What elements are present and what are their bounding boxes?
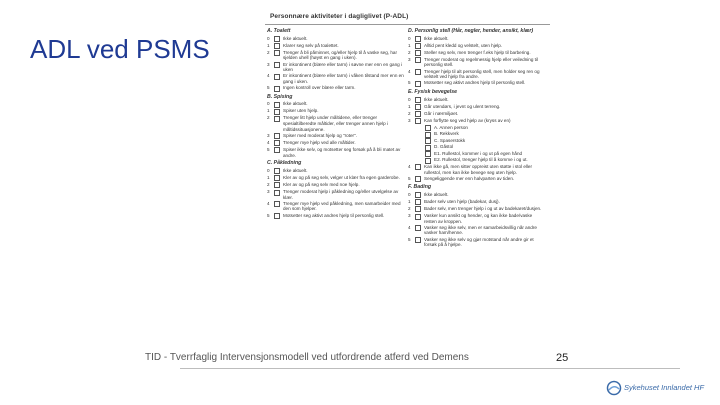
- checkbox-icon: [274, 102, 280, 108]
- item-text: Trenger hjelp til alt personlig stell, men holder seg ren og velstelt ved hjelp fra andre.: [424, 68, 540, 80]
- item-number: 0: [267, 35, 270, 41]
- checkbox-icon: [425, 125, 431, 131]
- form-item: [267, 101, 405, 108]
- item-text: Ikke aktuelt.: [424, 35, 449, 41]
- checkbox-icon: [274, 213, 280, 219]
- checkbox-icon: [274, 133, 280, 139]
- item-text: Bader selv, men trenger hjelp i og ut av badekaret/dusjen.: [424, 205, 542, 211]
- form-item: [267, 182, 405, 189]
- form-section: [267, 95, 405, 159]
- form-item: [408, 43, 546, 50]
- item-text: Kan forflytte seg ved hjelp av (kryss av en): [424, 117, 511, 123]
- form-item: [267, 73, 405, 84]
- item-text: Ikke aktuelt.: [283, 35, 308, 41]
- item-text: Er inkontinent (blære eller tarm) i våken tilstand mer enn en gang i uken.: [283, 73, 404, 84]
- subitem-text: E1. Rullestol, kommer i og ut på egen hånd: [434, 150, 523, 156]
- item-number: 4: [408, 224, 411, 230]
- item-text: Kler av og på seg selv, velger ut klær fra egen garderobe.: [283, 174, 400, 180]
- item-number: 2: [408, 49, 411, 55]
- checkbox-icon: [415, 111, 421, 117]
- item-number: 3: [267, 189, 270, 195]
- checkbox-icon: [415, 43, 421, 49]
- form-section: [408, 29, 546, 87]
- form-section: [408, 90, 546, 182]
- item-text: Kler av og på seg selv med noe hjelp.: [283, 181, 360, 187]
- form-item: [267, 43, 405, 50]
- checkbox-icon: [415, 50, 421, 56]
- form-item: [408, 57, 546, 68]
- form-divider: [265, 24, 550, 25]
- item-number: 3: [408, 56, 411, 62]
- section-heading: F. Bading: [408, 184, 432, 191]
- checkbox-icon: [415, 36, 421, 42]
- item-text: Ikke aktuelt.: [424, 96, 449, 102]
- subitem-text: A. Annen person: [434, 124, 468, 130]
- page-number: 25: [556, 352, 569, 364]
- item-number: 2: [267, 181, 270, 187]
- checkbox-icon: [274, 43, 280, 49]
- form-item: [267, 201, 405, 212]
- slide-title: ADL ved PSMS: [30, 34, 210, 64]
- checkbox-icon: [415, 176, 421, 182]
- item-text: Vasker seg ikke selv og gjør motstand når andre gir et forsøk på å hjelpe.: [424, 236, 534, 248]
- item-number: 0: [408, 191, 411, 197]
- form-item: [408, 97, 546, 104]
- checkbox-icon: [274, 74, 280, 80]
- checkbox-icon: [415, 192, 421, 198]
- form-item: [267, 168, 405, 175]
- form-item: [408, 164, 546, 175]
- subitem-text: E2. Rullestol, trenger hjelp til å komme i og ut.: [434, 157, 528, 163]
- checkbox-icon: [425, 151, 431, 157]
- form-item: [408, 206, 546, 213]
- padl-form-image: [265, 12, 550, 362]
- form-item: [408, 199, 546, 206]
- form-item: [267, 189, 405, 200]
- item-number: 3: [408, 213, 411, 219]
- section-heading: D. Personlig stell (Hår, negler, hender, ansikt, klær): [408, 28, 534, 34]
- form-section: [408, 185, 546, 248]
- item-number: 4: [267, 73, 270, 79]
- section-heading: E. Fysisk bevegelse: [408, 88, 458, 95]
- logo-icon: [606, 380, 622, 396]
- item-number: 2: [408, 205, 411, 211]
- item-text: Motsetter seg aktivt andres hjelp til personlig stell.: [283, 212, 385, 218]
- item-text: Klarer seg selv på toalettet.: [283, 42, 339, 48]
- checkbox-icon: [415, 81, 421, 87]
- item-number: 4: [267, 139, 270, 145]
- checkbox-icon: [274, 168, 280, 174]
- item-text: Bader selv uten hjelp (badekar, dusj).: [424, 198, 500, 204]
- item-text: Trenger mye hjelp ved alle måltider.: [283, 139, 356, 145]
- item-number: 2: [267, 115, 270, 121]
- checkbox-icon: [274, 147, 280, 153]
- form-item: [267, 62, 405, 73]
- form-item: [408, 69, 546, 80]
- item-text: Vasker seg ikke selv, men er samarbeidsvillig når andre vasker ham/henne.: [424, 224, 537, 236]
- footer-divider: [180, 368, 680, 369]
- checkbox-icon: [425, 132, 431, 138]
- item-number: 1: [408, 42, 411, 48]
- item-text: Trenger litt hjelp under måltidene, eller trenger spesialtilberedte måltider, eller trenger annen hjelp i måltidssituasjonene.: [283, 115, 388, 132]
- checkbox-icon: [415, 199, 421, 205]
- item-number: 2: [267, 49, 270, 55]
- checkbox-icon: [274, 190, 280, 196]
- checkbox-icon: [274, 201, 280, 207]
- item-number: 1: [267, 108, 270, 114]
- item-text: Spiser uten hjelp.: [283, 108, 319, 114]
- hospital-logo: [606, 380, 716, 398]
- form-item: [267, 213, 405, 220]
- form-item: [267, 147, 405, 158]
- form-item: [408, 192, 546, 199]
- item-text: Går utendørs, i jevnt og ulent terreng.: [424, 103, 501, 109]
- item-text: Kan ikke gå, men sitter oppreist uten støtte i stol eller rullestol, men kan ikke bevege seg uten hjelp.: [424, 163, 533, 175]
- checkbox-icon: [274, 86, 280, 92]
- checkbox-icon: [274, 182, 280, 188]
- item-number: 4: [408, 68, 411, 74]
- item-number: 5: [408, 236, 411, 242]
- form-item: [267, 115, 405, 132]
- checkbox-icon: [274, 109, 280, 115]
- item-text: Ingen kontroll over blære eller tarm.: [283, 85, 356, 91]
- item-number: 5: [267, 85, 270, 91]
- item-number: 1: [408, 198, 411, 204]
- item-text: Steller seg selv, men trenger f.eks hjelp til barbering.: [424, 49, 531, 55]
- checkbox-icon: [415, 118, 421, 124]
- item-text: Motsetter seg aktivt andres hjelp til personlig stell.: [424, 80, 526, 86]
- checkbox-icon: [274, 36, 280, 42]
- form-item: [408, 118, 546, 125]
- form-item: [408, 104, 546, 111]
- checkbox-icon: [415, 206, 421, 212]
- checkbox-icon: [415, 69, 421, 75]
- subitem-text: C. Spaserstokk: [434, 137, 466, 143]
- form-item: [267, 85, 405, 92]
- item-text: Sengeliggende mer enn halvparten av tiden.: [424, 175, 515, 181]
- item-number: 0: [267, 167, 270, 173]
- item-number: 5: [408, 80, 411, 86]
- item-text: Er inkontinent (blære eller tarm) i søvne mer enn en gang i uken: [283, 61, 402, 73]
- form-section: [267, 29, 405, 92]
- item-text: Trenger moderat og regelmessig hjelp eller veiledning til personlig stell.: [424, 56, 538, 68]
- item-text: Ikke aktuelt.: [424, 191, 449, 197]
- form-item: [267, 108, 405, 115]
- form-item: [408, 237, 546, 248]
- form-section: [267, 161, 405, 219]
- item-text: Trenger moderat hjelp i påkledning og/eller utvelgelse av klær.: [283, 189, 399, 200]
- item-number: 3: [267, 132, 270, 138]
- section-heading: B. Spising: [267, 93, 293, 100]
- form-item: [408, 36, 546, 43]
- item-number: 1: [267, 174, 270, 180]
- checkbox-icon: [415, 225, 421, 231]
- checkbox-icon: [274, 62, 280, 68]
- section-heading: A. Toalett: [267, 28, 291, 34]
- subitem-text: B. Rekkverk: [434, 131, 459, 137]
- form-item: [408, 111, 546, 118]
- item-number: 3: [267, 61, 270, 67]
- item-number: 0: [408, 96, 411, 102]
- form-title: Personnære aktiviteter i dagliglivet (P-ADL): [270, 13, 409, 20]
- item-text: Trenger å bli påminnet, og/eller hjelp til å vaske seg, har sjelden uhell (høyst en gang i uken).: [283, 49, 397, 61]
- item-text: Går i nærmiljøet.: [424, 110, 459, 116]
- checkbox-icon: [415, 97, 421, 103]
- item-number: 1: [408, 103, 411, 109]
- checkbox-icon: [415, 57, 421, 63]
- checkbox-icon: [415, 104, 421, 110]
- form-item: [267, 133, 405, 140]
- item-text: Ikke aktuelt.: [283, 167, 308, 173]
- form-left-column: [267, 28, 405, 222]
- form-item: [267, 36, 405, 43]
- checkbox-icon: [415, 214, 421, 220]
- item-number: 0: [408, 35, 411, 41]
- section-heading: C. Påkledning: [267, 160, 302, 167]
- form-item: [267, 175, 405, 182]
- form-item: [267, 50, 405, 61]
- checkbox-icon: [274, 50, 280, 56]
- item-text: Alltid pent kledd og velstelt, uten hjelp.: [424, 42, 503, 48]
- form-item: [408, 80, 546, 87]
- form-right-column: [408, 28, 546, 251]
- item-text: Ikke aktuelt.: [283, 101, 308, 107]
- form-item: [267, 140, 405, 147]
- form-item: [408, 50, 546, 57]
- item-text: Trenger mye hjelp ved påkledning, men samarbeider med den som hjelper.: [283, 200, 401, 212]
- logo-text: Sykehuset Innlandet HF: [624, 383, 705, 392]
- item-number: 3: [408, 117, 411, 123]
- item-number: 5: [267, 212, 270, 218]
- item-number: 5: [408, 175, 411, 181]
- checkbox-icon: [274, 116, 280, 122]
- item-number: 2: [408, 110, 411, 116]
- item-number: 5: [267, 146, 270, 152]
- checkbox-icon: [274, 175, 280, 181]
- checkbox-icon: [415, 164, 421, 170]
- item-text: Spiser med moderat hjelp og "roter".: [283, 132, 357, 138]
- item-number: 0: [267, 101, 270, 107]
- form-item: [408, 225, 546, 236]
- checkbox-icon: [425, 145, 431, 151]
- footer-text: TID - Tverrfaglig Intervensjonsmodell ved utfordrende atferd ved Demens: [145, 352, 469, 363]
- item-number: 1: [267, 42, 270, 48]
- form-item: [408, 213, 546, 224]
- checkbox-icon: [425, 138, 431, 144]
- item-text: Vasker kun ansikt og hender, og kan ikke bade/vaske resten av kroppen.: [424, 213, 533, 224]
- checkbox-icon: [415, 237, 421, 243]
- item-number: 4: [267, 200, 270, 206]
- subitem-text: D. Gåstol: [434, 144, 454, 150]
- form-item: [408, 176, 546, 183]
- item-text: Spiser ikke selv, og motsetter seg forsøk på å bli matet av andre.: [283, 146, 401, 158]
- item-number: 4: [408, 163, 411, 169]
- checkbox-icon: [274, 140, 280, 146]
